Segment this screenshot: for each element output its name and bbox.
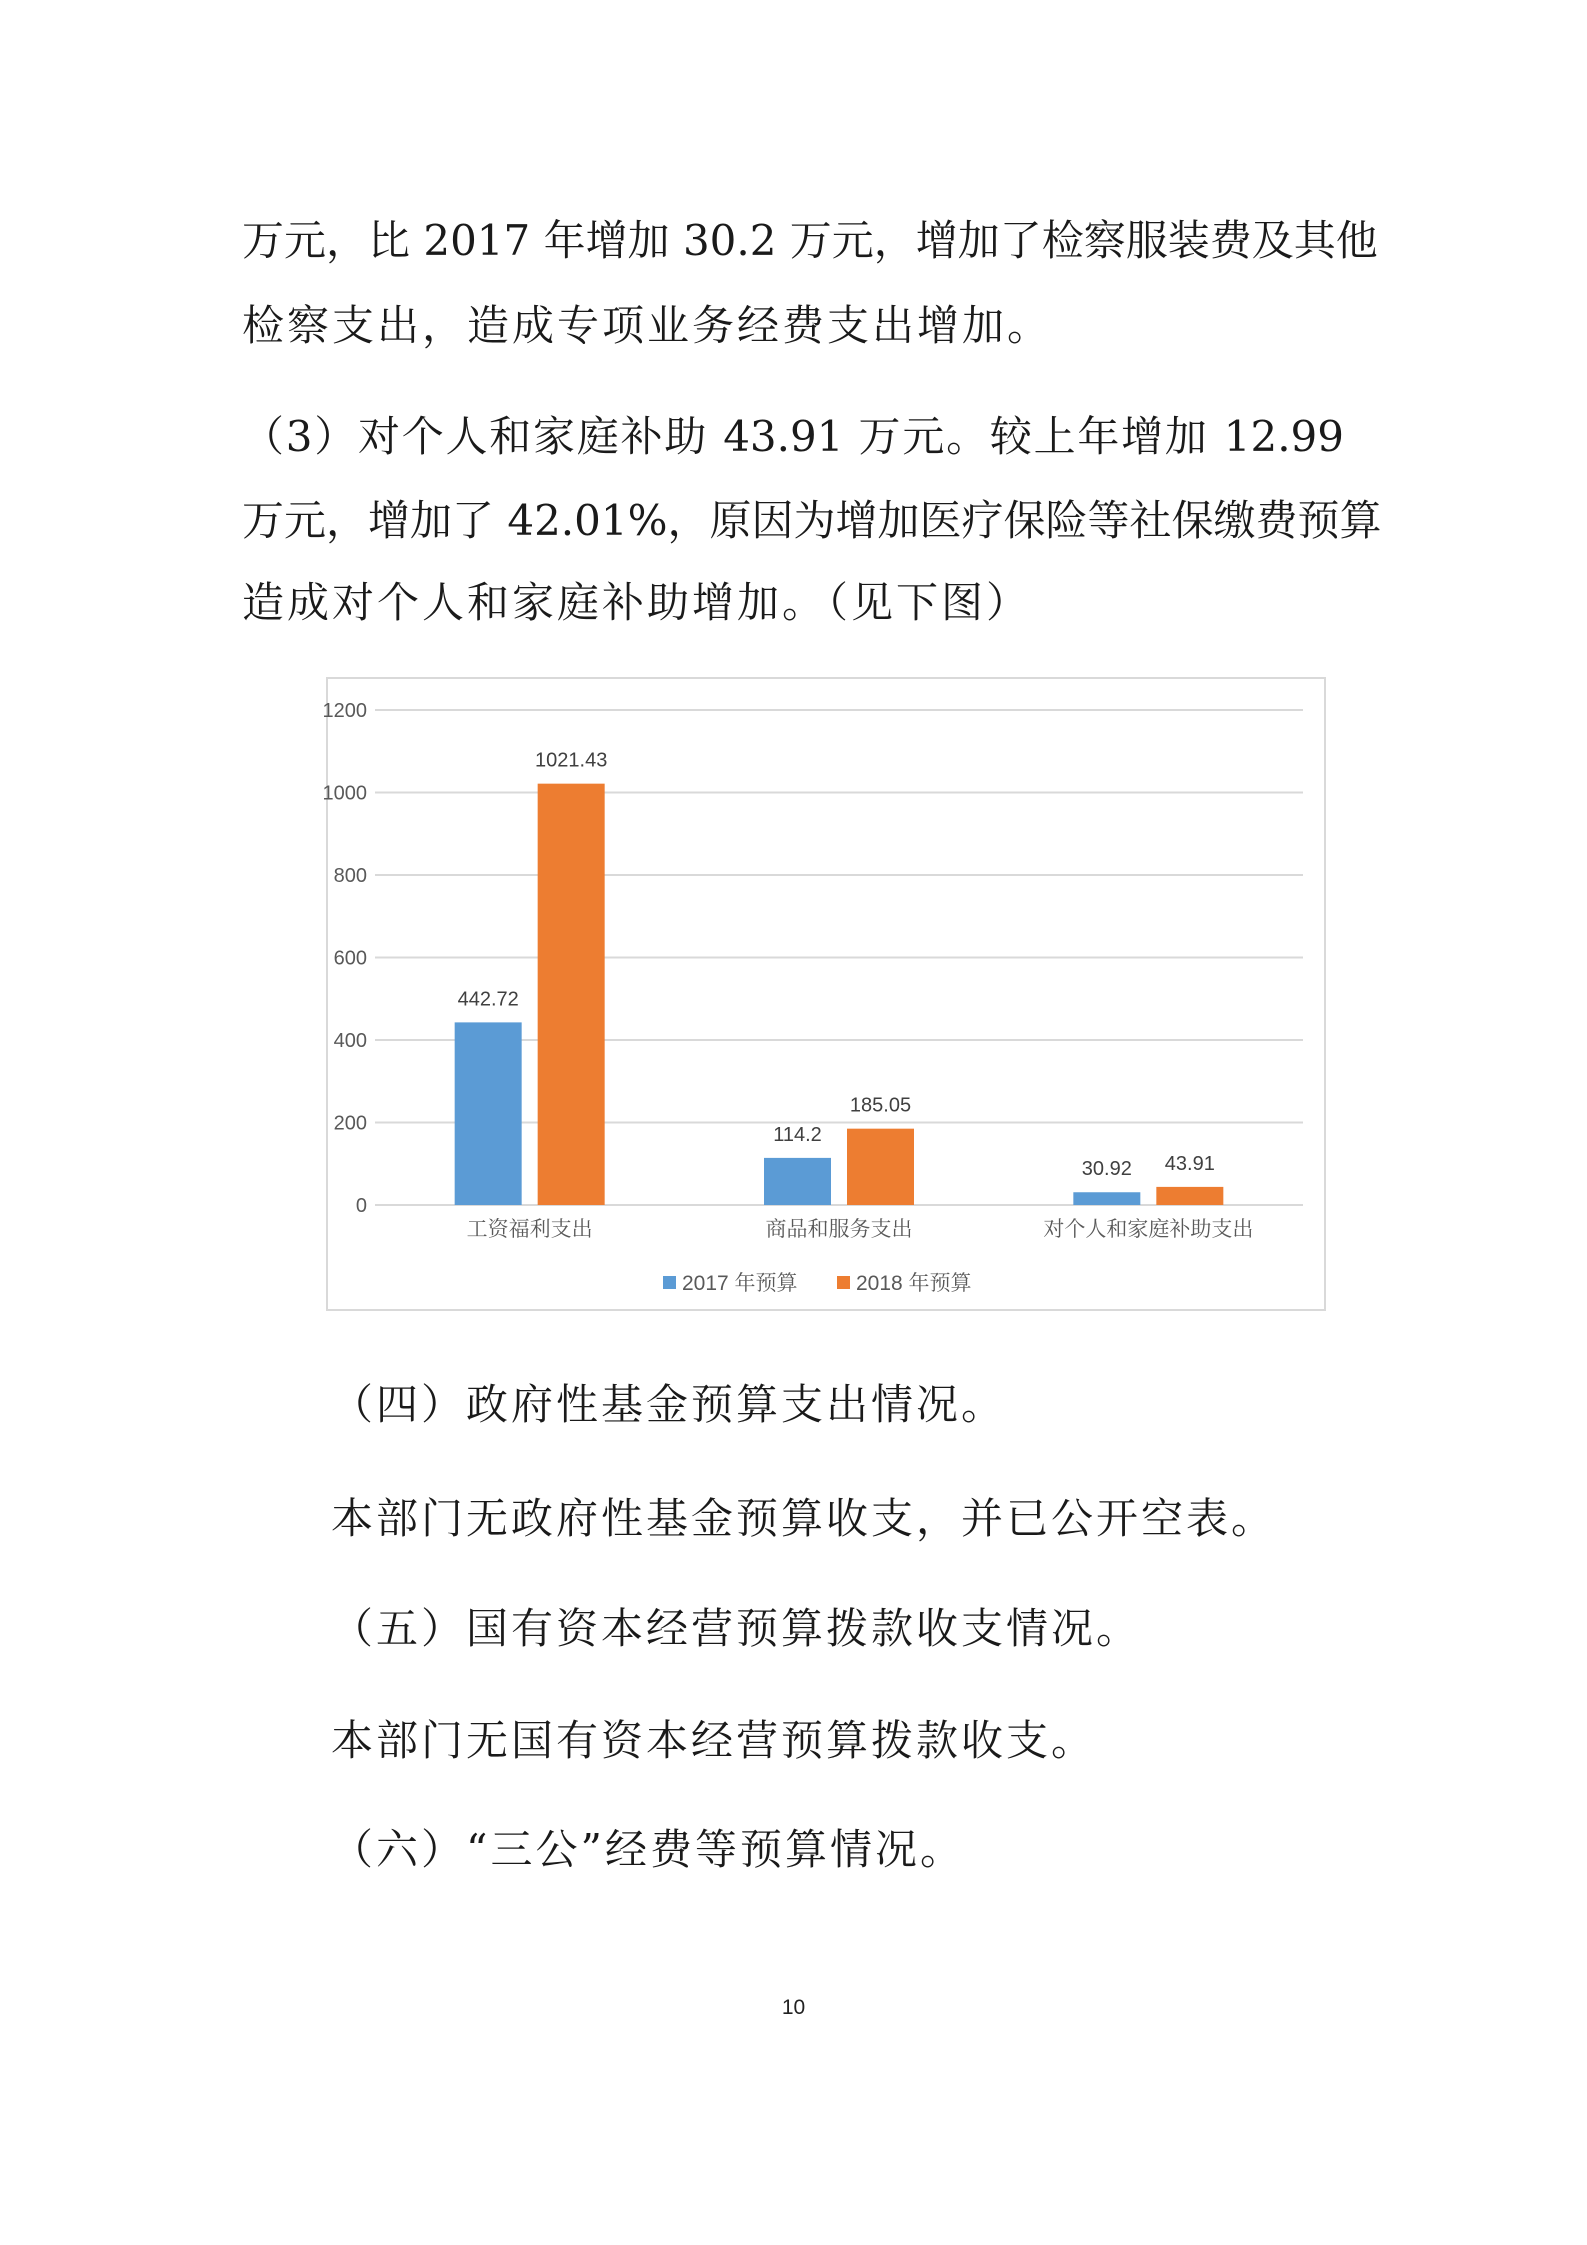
data-label: 1021.43 [535, 749, 608, 772]
page-number: 10 [781, 1996, 806, 2019]
legend-label: 2018 年预算 [856, 1272, 972, 1295]
y-tick-label: 1200 [322, 700, 367, 722]
x-category-label: 对个人和家庭补助支出 [1043, 1218, 1254, 1241]
paragraph-line: 本部门无国有资本经营预算拨款收支。 [331, 1716, 1097, 1765]
chart-canvas [322, 679, 1324, 1309]
data-label: 43.91 [1164, 1152, 1215, 1175]
y-tick-label: 800 [333, 865, 367, 887]
legend-label: 2017 年预算 [682, 1272, 798, 1295]
budget-bar-chart [322, 677, 1326, 1311]
bar [764, 1158, 831, 1205]
paragraph-line: 检察支出，造成专项业务经费支出增加。 [242, 301, 1053, 350]
data-label: 114.2 [773, 1123, 822, 1146]
paragraph-line: 本部门无政府性基金预算收支，并已公开空表。 [331, 1494, 1277, 1543]
y-tick-label: 200 [333, 1112, 367, 1135]
paragraph-line: 万元，增加了 42.01%，原因为增加医疗保险等社保缴费预算 [242, 496, 1382, 545]
data-label: 442.72 [457, 988, 519, 1011]
x-category-label: 工资福利支出 [466, 1218, 593, 1241]
paragraph-line: 万元，比 2017 年增加 30.2 万元，增加了检察服装费及其他 [242, 216, 1378, 265]
data-label: 30.92 [1081, 1158, 1132, 1181]
y-tick-label: 1000 [322, 782, 367, 805]
bar [1073, 1192, 1140, 1205]
bar [847, 1129, 914, 1205]
section-heading: （五）国有资本经营预算拨款收支情况。 [331, 1604, 1142, 1653]
bar [1156, 1187, 1223, 1205]
legend-swatch [663, 1276, 676, 1289]
paragraph-line: 造成对个人和家庭补助增加。（见下图） [242, 578, 1032, 627]
section-heading: （六）“三公”经费等预算情况。 [331, 1825, 965, 1874]
paragraph-line: （3）对个人和家庭补助 43.91 万元。较上年增加 12.99 [242, 412, 1344, 461]
legend-item-2017 [663, 1267, 798, 1297]
legend-item-2018 [837, 1267, 972, 1297]
y-tick-label: 600 [333, 947, 367, 970]
bar [455, 1022, 522, 1205]
legend-swatch [837, 1276, 850, 1289]
section-heading: （四）政府性基金预算支出情况。 [331, 1380, 1007, 1429]
bar [538, 784, 605, 1205]
y-tick-label: 400 [333, 1030, 367, 1052]
x-category-label: 商品和服务支出 [765, 1218, 913, 1241]
y-tick-label: 0 [355, 1195, 367, 1217]
data-label: 185.05 [849, 1094, 912, 1117]
